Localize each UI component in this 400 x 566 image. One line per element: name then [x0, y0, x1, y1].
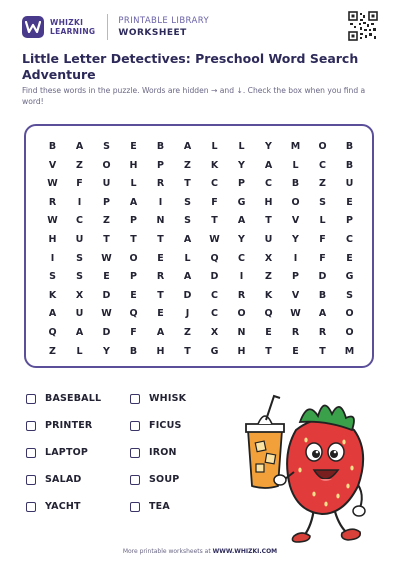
grid-letter[interactable]: Y	[292, 233, 299, 245]
word-item	[26, 419, 130, 432]
grid-letter[interactable]: G	[210, 345, 219, 357]
grid-letter[interactable]: R	[237, 289, 246, 301]
grid-letter[interactable]: T	[157, 233, 164, 245]
grid-letter[interactable]: E	[103, 271, 110, 283]
grid-letter[interactable]: Y	[103, 345, 110, 357]
grid-letter[interactable]: B	[345, 159, 354, 171]
grid-letter[interactable]: P	[103, 196, 110, 208]
grid-letter[interactable]: K	[264, 289, 273, 301]
word-item	[130, 419, 226, 432]
grid-letter[interactable]: Z	[76, 159, 83, 171]
grid-letter[interactable]: C	[76, 215, 83, 227]
grid-letter[interactable]: W	[47, 215, 58, 227]
grid-letter[interactable]: L	[184, 252, 191, 264]
grid-letter[interactable]: B	[156, 141, 165, 152]
grid-letter[interactable]: C	[346, 233, 353, 245]
grid-letter[interactable]: M	[290, 141, 301, 152]
word-checkbox[interactable]	[26, 421, 36, 431]
grid-letter[interactable]: T	[184, 345, 191, 357]
grid-letter[interactable]: A	[75, 326, 84, 338]
grid-letter[interactable]: B	[291, 178, 300, 190]
grid-letter[interactable]: L	[319, 215, 326, 227]
grid-letter[interactable]: J	[185, 308, 190, 320]
word-list	[26, 392, 226, 527]
grid-letter[interactable]: L	[292, 159, 299, 171]
grid-letter[interactable]: S	[346, 289, 353, 301]
grid-letter[interactable]: O	[345, 326, 354, 338]
grid-letter[interactable]: A	[183, 141, 192, 152]
grid-letter[interactable]: T	[265, 345, 272, 357]
grid-letter[interactable]: T	[211, 215, 218, 227]
grid-letter[interactable]: E	[130, 289, 137, 301]
grid-letter[interactable]: B	[48, 141, 57, 152]
grid-letter[interactable]: D	[102, 326, 111, 338]
grid-letter[interactable]: S	[319, 196, 326, 208]
grid-letter[interactable]: P	[346, 215, 353, 227]
grid-letter[interactable]: Q	[129, 308, 138, 320]
brand-name-line1: WHIZKI	[50, 18, 84, 27]
word-label: YACHT	[45, 501, 81, 512]
word-checkbox[interactable]	[26, 394, 36, 404]
word-label: BASEBALL	[45, 393, 102, 404]
grid-letter[interactable]: T	[157, 289, 164, 301]
grid-letter[interactable]: Q	[264, 308, 273, 320]
grid-letter[interactable]: V	[291, 289, 300, 301]
grid-letter[interactable]: R	[48, 196, 57, 208]
grid-letter[interactable]: F	[319, 252, 326, 264]
word-label: LAPTOP	[45, 447, 89, 458]
grid-letter[interactable]: C	[265, 178, 272, 190]
grid-letter[interactable]: Y	[238, 159, 245, 171]
word-item	[26, 446, 130, 459]
grid-letter[interactable]: T	[103, 233, 110, 245]
grid-letter[interactable]: C	[238, 252, 245, 264]
word-checkbox[interactable]	[26, 448, 36, 458]
grid-letter[interactable]: P	[238, 178, 245, 190]
grid-letter[interactable]: B	[129, 345, 138, 357]
grid-letter[interactable]: M	[344, 345, 355, 357]
grid-letter[interactable]: U	[75, 308, 84, 320]
grid-letter[interactable]: K	[48, 289, 57, 301]
grid-letter[interactable]: U	[345, 178, 354, 190]
word-checkbox[interactable]	[130, 394, 140, 404]
grid-letter[interactable]: D	[210, 271, 219, 283]
grid-letter[interactable]: X	[264, 252, 273, 264]
word-search-grid-frame	[24, 124, 374, 368]
grid-letter[interactable]: N	[237, 326, 246, 338]
grid-letter[interactable]: F	[130, 326, 137, 338]
grid-letter[interactable]: W	[209, 233, 220, 245]
header-divider	[107, 14, 108, 40]
word-item	[130, 500, 226, 513]
grid-letter[interactable]: C	[319, 159, 326, 171]
word-label: SOUP	[149, 474, 180, 485]
grid-letter[interactable]: T	[130, 233, 137, 245]
grid-letter[interactable]: V	[48, 159, 57, 171]
grid-letter[interactable]: A	[183, 233, 192, 245]
grid-letter[interactable]: L	[130, 178, 137, 190]
grid-letter[interactable]: A	[129, 196, 138, 208]
footer	[0, 548, 400, 555]
word-label: SALAD	[45, 474, 82, 485]
grid-letter[interactable]: E	[157, 308, 164, 320]
brand-logo	[22, 16, 95, 38]
footer-prefix: More printable worksheets at	[122, 548, 211, 555]
grid-letter[interactable]: P	[130, 271, 137, 283]
grid-letter[interactable]: K	[210, 159, 219, 171]
grid-letter[interactable]: R	[156, 178, 165, 190]
grid-letter[interactable]: I	[293, 252, 298, 264]
grid-letter[interactable]: O	[345, 308, 354, 320]
grid-letter[interactable]: Z	[319, 178, 326, 190]
grid-letter[interactable]: W	[101, 252, 112, 264]
grid-letter[interactable]: O	[129, 252, 138, 264]
grid-letter[interactable]: T	[319, 345, 326, 357]
word-label: PRINTER	[45, 420, 93, 431]
qr-code-icon	[348, 11, 378, 41]
grid-letter[interactable]: E	[265, 326, 272, 338]
word-item	[130, 473, 226, 486]
grid-letter[interactable]: Y	[265, 141, 272, 152]
header-titles	[118, 16, 209, 39]
grid-letter[interactable]: H	[264, 196, 273, 208]
grid-letter[interactable]: I	[50, 252, 55, 264]
grid-letter[interactable]: V	[291, 215, 300, 227]
grid-letter[interactable]: A	[264, 159, 273, 171]
word-checkbox[interactable]	[130, 502, 140, 512]
word-checkbox[interactable]	[26, 475, 36, 485]
grid-letter[interactable]: D	[102, 289, 111, 301]
word-checkbox[interactable]	[130, 475, 140, 485]
grid-letter[interactable]: O	[237, 308, 246, 320]
word-item	[130, 392, 226, 405]
library-label: PRINTABLE LIBRARY	[118, 15, 210, 26]
grid-letter[interactable]: L	[211, 141, 218, 152]
grid-letter[interactable]: U	[264, 233, 273, 245]
grid-letter[interactable]: X	[210, 326, 219, 338]
grid-letter[interactable]: A	[183, 271, 192, 283]
grid-letter[interactable]: G	[345, 271, 354, 283]
grid-letter[interactable]: S	[184, 215, 191, 227]
grid-letter[interactable]: Z	[49, 345, 56, 357]
header	[22, 11, 378, 43]
word-item	[26, 473, 130, 486]
grid-letter[interactable]: F	[76, 178, 83, 190]
grid-letter[interactable]: W	[290, 308, 301, 320]
grid-letter[interactable]: O	[318, 141, 327, 152]
grid-letter[interactable]: Z	[265, 271, 272, 283]
grid-letter[interactable]: L	[76, 345, 83, 357]
grid-letter[interactable]: P	[157, 159, 164, 171]
grid-letter[interactable]: E	[346, 252, 353, 264]
worksheet-label: WORKSHEET	[118, 27, 187, 38]
grid-letter[interactable]: I	[77, 196, 82, 208]
grid-letter[interactable]: T	[184, 178, 191, 190]
brand-name-line2: LEARNING	[50, 27, 96, 36]
word-label: IRON	[149, 447, 177, 458]
word-search-grid	[39, 138, 363, 361]
grid-letter[interactable]: Z	[103, 215, 110, 227]
grid-letter[interactable]: D	[183, 289, 192, 301]
grid-letter[interactable]: G	[237, 196, 246, 208]
grid-letter[interactable]: S	[184, 196, 191, 208]
grid-letter[interactable]: A	[75, 141, 84, 152]
footer-site-link[interactable]: WWW.WHIZKI.COM	[212, 548, 278, 555]
grid-letter[interactable]: E	[292, 345, 299, 357]
grid-letter[interactable]: W	[47, 178, 58, 190]
grid-letter[interactable]: Y	[238, 233, 245, 245]
grid-letter[interactable]: U	[102, 178, 111, 190]
grid-letter[interactable]: E	[157, 252, 164, 264]
word-label: WHISK	[149, 393, 187, 404]
grid-letter[interactable]: S	[49, 271, 56, 283]
grid-letter[interactable]: O	[291, 196, 300, 208]
grid-letter[interactable]: A	[48, 308, 57, 320]
page-title: Little Letter Detectives: Preschool Word Search Adventure	[22, 51, 359, 82]
grid-letter[interactable]: S	[76, 252, 83, 264]
word-label: FICUS	[149, 420, 182, 431]
grid-letter[interactable]: E	[130, 141, 137, 152]
word-item	[26, 500, 130, 513]
grid-letter[interactable]: W	[101, 308, 112, 320]
grid-letter[interactable]: I	[239, 271, 244, 283]
grid-letter[interactable]: H	[156, 345, 165, 357]
grid-letter[interactable]: E	[346, 196, 353, 208]
grid-letter[interactable]: Z	[184, 326, 191, 338]
grid-letter[interactable]: P	[130, 215, 137, 227]
whizki-logo-icon	[22, 16, 44, 38]
grid-letter[interactable]: I	[158, 196, 163, 208]
grid-letter[interactable]: O	[102, 159, 111, 171]
grid-letter[interactable]: B	[345, 141, 354, 152]
grid-letter[interactable]: F	[319, 233, 326, 245]
grid-letter[interactable]: H	[129, 159, 138, 171]
grid-letter[interactable]: Q	[48, 326, 57, 338]
grid-letter[interactable]: Z	[184, 159, 191, 171]
word-checkbox[interactable]	[130, 448, 140, 458]
grid-letter[interactable]: R	[291, 326, 300, 338]
grid-letter[interactable]: A	[318, 308, 327, 320]
word-item	[130, 446, 226, 459]
grid-letter[interactable]: P	[292, 271, 299, 283]
grid-letter[interactable]: X	[75, 289, 84, 301]
word-checkbox[interactable]	[26, 502, 36, 512]
grid-letter[interactable]: R	[318, 326, 327, 338]
grid-letter[interactable]: C	[211, 178, 218, 190]
word-item	[26, 392, 130, 405]
grid-letter[interactable]: C	[211, 308, 218, 320]
word-checkbox[interactable]	[130, 421, 140, 431]
grid-letter[interactable]: C	[211, 289, 218, 301]
word-label: TEA	[149, 501, 170, 512]
grid-letter[interactable]: L	[238, 141, 245, 152]
grid-letter[interactable]: Q	[210, 252, 219, 264]
grid-letter[interactable]: N	[156, 215, 165, 227]
grid-letter[interactable]: B	[318, 289, 327, 301]
instructions: Find these words in the puzzle. Words are hidden → and ↓. Check the box when you find a word!	[22, 86, 366, 106]
grid-letter[interactable]: H	[48, 233, 57, 245]
grid-letter[interactable]: S	[76, 271, 83, 283]
grid-letter[interactable]: U	[75, 233, 84, 245]
grid-letter[interactable]: H	[237, 345, 246, 357]
grid-letter[interactable]: T	[265, 215, 272, 227]
grid-letter[interactable]: D	[318, 271, 327, 283]
grid-letter[interactable]: A	[237, 215, 246, 227]
grid-letter[interactable]: R	[156, 271, 165, 283]
grid-letter[interactable]: A	[156, 326, 165, 338]
grid-letter[interactable]: S	[103, 141, 110, 152]
strawberry-mascot-illustration	[234, 390, 379, 545]
grid-letter[interactable]: F	[211, 196, 218, 208]
